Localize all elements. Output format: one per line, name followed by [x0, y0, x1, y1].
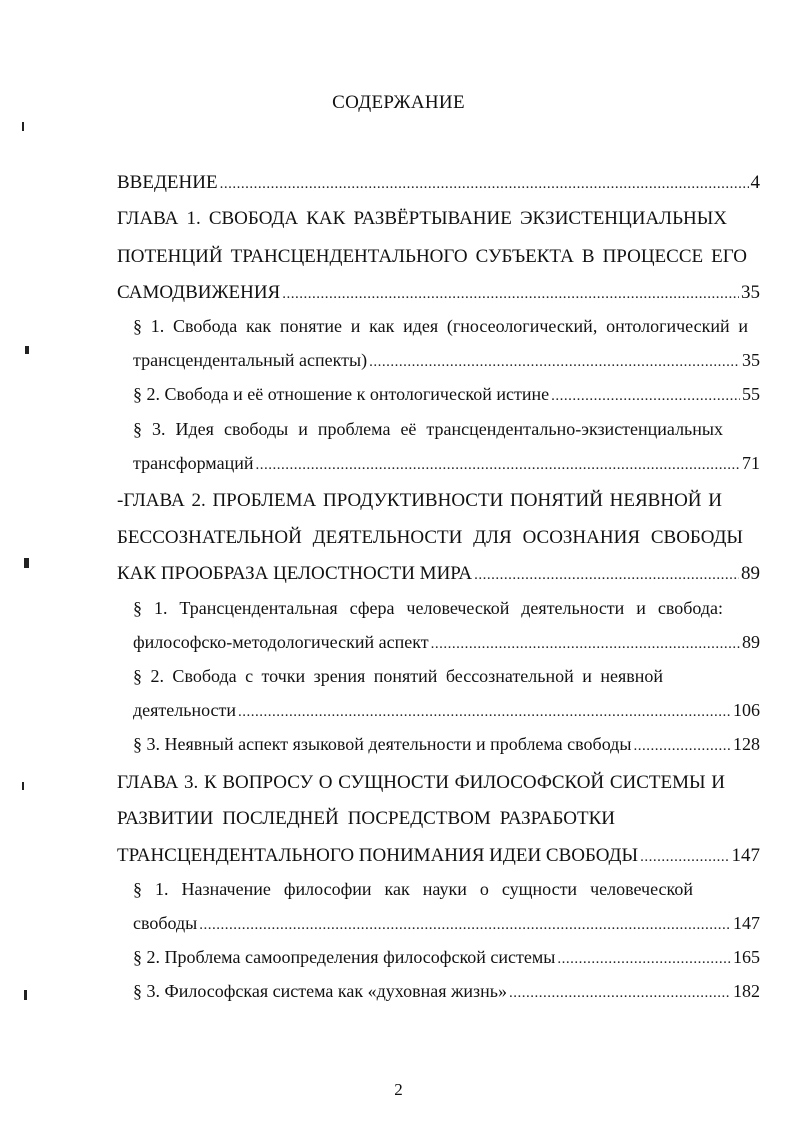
leader-dots [369, 354, 740, 371]
page-title: СОДЕРЖАНИЕ [332, 92, 465, 113]
section-2-2-line: § 2. Свобода с точки зрения понятий бессознательной и неявной [133, 666, 663, 686]
toc-entry-section-1-2[interactable] [133, 384, 760, 405]
toc-entry-label: трансцендентальный аспекты) [133, 350, 368, 370]
toc-page-number: 182 [733, 981, 760, 1001]
chapter-2-heading-line: БЕССОЗНАТЕЛЬНОЙ ДЕЯТЕЛЬНОСТИ ДЛЯ ОСОЗНАНИЯ СВОБОДЫ [117, 527, 743, 548]
leader-dots [509, 985, 731, 1002]
leader-dots [551, 388, 740, 405]
toc-page-number: 55 [742, 384, 760, 404]
toc-page-number: 71 [742, 453, 760, 473]
toc-page-number: 147 [731, 845, 760, 866]
toc-entry-label: ВВЕДЕНИЕ [117, 172, 218, 193]
toc-entry-label: КАК ПРООБРАЗА ЦЕЛОСТНОСТИ МИРА [117, 563, 473, 584]
toc-entry-label: трансформаций [133, 453, 254, 473]
leader-dots [557, 951, 731, 968]
chapter-1-heading-line: ПОТЕНЦИЙ ТРАНСЦЕНДЕНТАЛЬНОГО СУБЪЕКТА В ПРОЦЕССЕ ЕГО [117, 246, 747, 267]
leader-dots [282, 286, 739, 303]
scan-mark [25, 346, 29, 354]
section-1-3-line: § 3. Идея свободы и проблема её трансцендентально-экзистенциальных [133, 419, 723, 439]
toc-page-number: 165 [733, 947, 760, 967]
leader-dots [633, 738, 731, 755]
toc-entry-label: свободы [133, 913, 198, 933]
toc-page-number: 128 [733, 734, 760, 754]
section-2-1-line: § 1. Трансцендентальная сфера человеческой деятельности и свобода: [133, 598, 723, 618]
toc-entry-label: деятельности [133, 700, 237, 720]
toc-entry-chapter-3[interactable] [117, 845, 760, 867]
toc-entry-section-1-1[interactable] [133, 350, 760, 371]
toc-entry-label: САМОДВИЖЕНИЯ [117, 282, 281, 303]
toc-page-number: 35 [741, 282, 760, 303]
toc-entry-section-3-1[interactable] [133, 913, 760, 934]
scan-mark [22, 782, 24, 790]
scan-mark [24, 558, 29, 568]
toc-entry-section-2-2[interactable] [133, 700, 760, 721]
toc-entry-intro[interactable] [117, 172, 760, 194]
leader-dots [220, 176, 749, 193]
chapter-3-heading-line: ГЛАВА 3. К ВОПРОСУ О СУЩНОСТИ ФИЛОСОФСКОЙ СИСТЕМЫ И [117, 772, 725, 793]
toc-entry-section-3-3[interactable] [133, 981, 760, 1002]
chapter-3-heading-line: РАЗВИТИИ ПОСЛЕДНЕЙ ПОСРЕДСТВОМ РАЗРАБОТКИ [117, 808, 615, 829]
chapter-1-heading-line: ГЛАВА 1. СВОБОДА КАК РАЗВЁРТЫВАНИЕ ЭКЗИСТЕНЦИАЛЬНЫХ [117, 208, 727, 229]
page-number: 2 [394, 1080, 403, 1099]
leader-dots [431, 636, 740, 653]
toc-entry-chapter-2[interactable] [117, 563, 760, 585]
toc-page-number: 89 [742, 632, 760, 652]
leader-dots [238, 704, 731, 721]
toc-page-number: 89 [741, 563, 760, 584]
leader-dots [474, 567, 739, 584]
toc-entry-chapter-1[interactable] [117, 282, 760, 304]
leader-dots [255, 457, 740, 474]
toc-page-number: 35 [742, 350, 760, 370]
chapter-2-heading-line: -ГЛАВА 2. ПРОБЛЕМА ПРОДУКТИВНОСТИ ПОНЯТИЙ НЕЯВНОЙ И [117, 490, 722, 511]
section-3-1-line: § 1. Назначение философии как науки о сущности человеческой [133, 879, 693, 899]
toc-entry-label: § 3. Неявный аспект языковой деятельности и проблема свободы [133, 734, 632, 754]
toc-entry-label: философско-методологический аспект [133, 632, 429, 652]
toc-entry-section-2-3[interactable] [133, 734, 760, 755]
toc-page-number: 147 [733, 913, 760, 933]
leader-dots [199, 917, 731, 934]
toc-entry-label: § 2. Свобода и её отношение к онтологической истине [133, 384, 550, 404]
scan-mark [22, 122, 24, 131]
toc-entry-label: § 2. Проблема самоопределения философской системы [133, 947, 556, 967]
toc-entry-section-3-2[interactable] [133, 947, 760, 968]
toc-entry-section-1-3[interactable] [133, 453, 760, 474]
section-1-1-line: § 1. Свобода как понятие и как идея (гносеологический, онтологический и [133, 316, 748, 336]
toc-entry-label: ТРАНСЦЕНДЕНТАЛЬНОГО ПОНИМАНИЯ ИДЕИ СВОБОДЫ [117, 845, 639, 866]
leader-dots [640, 849, 729, 866]
toc-page-number: 106 [733, 700, 760, 720]
toc-entry-label: § 3. Философская система как «духовная жизнь» [133, 981, 507, 1001]
toc-entry-section-2-1[interactable] [133, 632, 760, 653]
toc-page-number: 4 [750, 172, 760, 193]
scan-mark [24, 990, 27, 1000]
